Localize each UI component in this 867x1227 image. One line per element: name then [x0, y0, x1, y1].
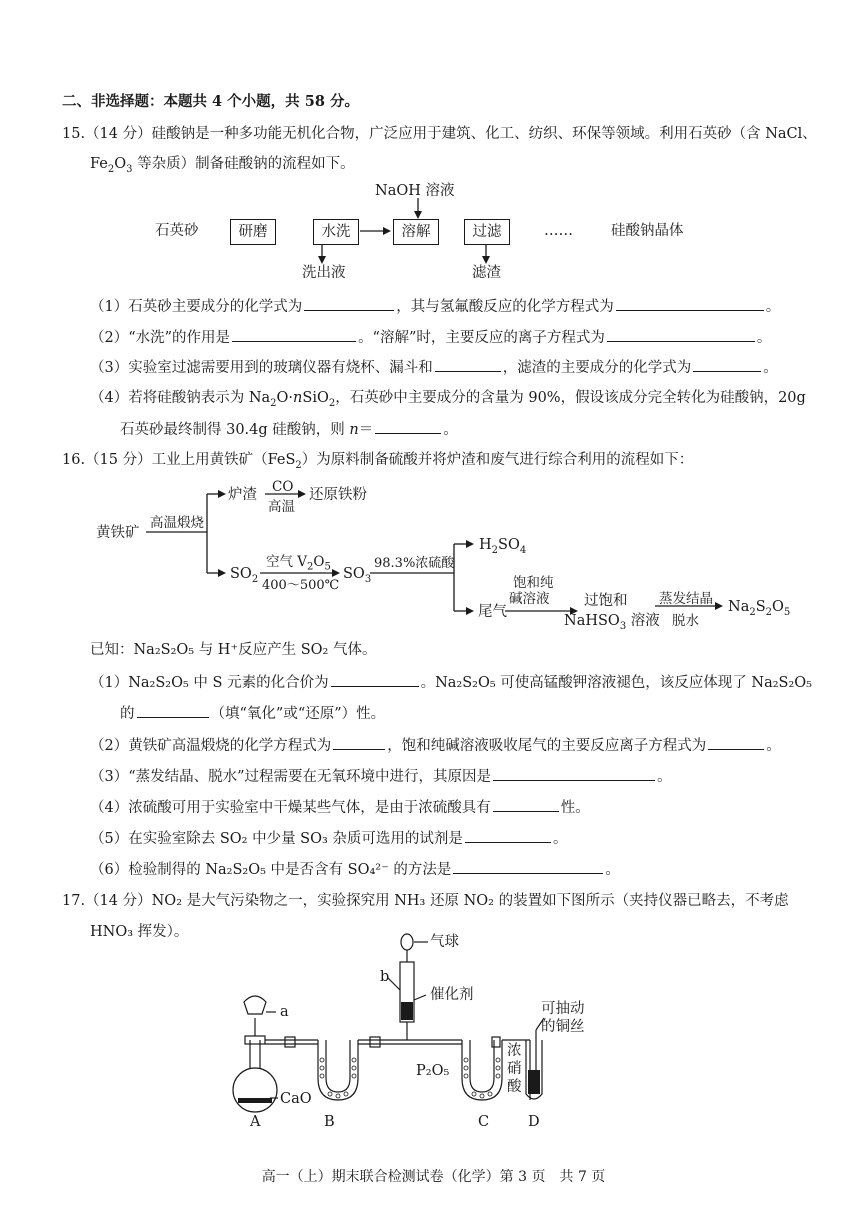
label-conc3: 酸 — [507, 1079, 522, 1095]
q16-part1-line1: （1）Na₂S₂O₅ 中 S 元素的化合价为 。Na₂S₂O₅ 可使高锰酸钾溶液褪色，该反应体现了 Na₂S₂O₅ — [90, 672, 812, 693]
label-copper2: 的铜丝 — [541, 1019, 585, 1035]
flow-dots: …… — [544, 223, 573, 239]
q16-intro: 16.（15 分）工业上用黄铁矿（FeS$_2$）为原料制备硫酸并将炉渣和废气进行综合利用的流程如下： — [62, 452, 694, 471]
label-b: b — [380, 969, 390, 985]
flow-start-label: 石英砂 — [155, 223, 199, 239]
flow-co: CO — [272, 479, 294, 495]
flow-so3: $SO_3$ — [343, 566, 372, 585]
label-conc2: 硝 — [507, 1061, 522, 1077]
label-B: B — [324, 1114, 335, 1130]
flow-acid: 98.3%浓硫酸 — [374, 556, 455, 571]
label-cao: CaO — [280, 1091, 312, 1107]
flow-end-label: 硅酸钠晶体 — [611, 223, 684, 239]
flow-iron: 还原铁粉 — [309, 487, 367, 503]
flow-slag: 炉渣 — [228, 487, 257, 503]
q15-part4-line1: （4）若将硅酸钠表示为 $Na_2O\cdot nSiO_2$，石英砂中主要成分的含量为 90%，假设该成分完全转化为硅酸钠，20g — [90, 390, 806, 409]
flow-out-residue: 滤渣 — [472, 265, 501, 281]
q16-part6: （6）检验制得的 Na₂S₂O₅ 中是否含有 SO₄²⁻ 的方法是 。 — [90, 859, 620, 880]
label-catalyst: 催化剂 — [430, 987, 474, 1003]
flow-hightemp: 高温 — [268, 499, 295, 515]
flow-over1: 过饱和 — [584, 593, 628, 609]
flow-product: $Na_2S_2O_5$ — [728, 599, 791, 618]
page-footer: 高一（上）期末联合检测试卷（化学）第 3 页 共 7 页 — [261, 1169, 606, 1185]
flow-h2so4: $H_2SO_4$ — [479, 537, 527, 556]
q16-known: 已知：Na₂S₂O₅ 与 H⁺反应产生 SO₂ 气体。 — [90, 642, 377, 658]
section-title: 二、非选择题：本题共 4 个小题，共 58 分。 — [62, 93, 359, 110]
label-p2o5: P₂O₅ — [416, 1063, 450, 1079]
flow-sat2: 碱溶液 — [509, 591, 550, 607]
flow-box-wash: 水洗 — [313, 219, 359, 245]
flow-calcine: 高温煅烧 — [150, 515, 204, 531]
flow-tail: 尾气 — [478, 604, 507, 620]
flow-naoh-label: NaOH 溶液 — [375, 183, 455, 199]
q15-part4-line2: 石英砂最终制得 30.4g 硅酸钠，则 n＝ 。 — [120, 419, 458, 440]
q15-part2: （2）“水洗”的作用是 。“溶解”时，主要反应的离子方程式为 。 — [90, 327, 771, 348]
q16-part2: （2）黄铁矿高温煅烧的化学方程式为 ，饱和纯碱溶液吸收尾气的主要反应离子方程式为 。 — [90, 735, 781, 756]
flow-dehyd: 脱水 — [672, 613, 699, 629]
label-balloon: 气球 — [430, 934, 459, 950]
flow-air: 空气 $V_2O_5$ — [266, 554, 331, 573]
q16-part1-line2: 的 （填“氧化”或“还原”）性。 — [120, 703, 385, 724]
q15-intro-line2: $Fe_2O_3$ 等杂质）制备硅酸钠的流程如下。 — [90, 156, 355, 175]
flow-evap: 蒸发结晶 — [659, 591, 713, 607]
flow-out-wash: 洗出液 — [302, 265, 346, 281]
q15-part3: （3）实验室过滤需要用到的玻璃仪器有烧杯、漏斗和 ，滤渣的主要成分的化学式为 。 — [90, 357, 778, 378]
flow-so2: $SO_2$ — [230, 566, 259, 585]
q16-part3: （3）“蒸发结晶、脱水”过程需要在无氧环境中进行，其原因是 。 — [90, 766, 672, 787]
flow-box-grind: 研磨 — [230, 219, 276, 245]
q17-intro-line1: 17.（14 分）NO₂ 是大气污染物之一，实验探究用 NH₃ 还原 NO₂ 的装置如下图所示（夹持仪器已略去，不考虑 — [62, 893, 789, 909]
flow-box-dissolve: 溶解 — [393, 219, 439, 245]
q16-part5: （5）在实验室除去 SO₂ 中少量 SO₃ 杂质可选用的试剂是 。 — [90, 828, 567, 849]
label-a: a — [280, 1004, 289, 1020]
flow-over2: NaHSO$_3$ 溶液 — [564, 613, 660, 632]
label-copper1: 可抽动 — [541, 1001, 585, 1017]
q17-intro-line2: HNO₃ 挥发）。 — [90, 924, 189, 940]
q16-part4: （4）浓硫酸可用于实验室中干燥某些气体，是由于浓硫酸具有 性。 — [90, 797, 590, 818]
label-A: A — [250, 1114, 261, 1130]
q15-part1: （1）石英砂主要成分的化学式为 ，其与氢氟酸反应的化学方程式为 。 — [90, 296, 780, 317]
label-conc1: 浓 — [507, 1043, 522, 1059]
label-D: D — [528, 1114, 540, 1130]
q15-intro-line1: 15.（14 分）硅酸钠是一种多功能无机化合物，广泛应用于建筑、化工、纺织、环保等领域。利用石英砂（含 NaCl、 — [62, 126, 817, 142]
flow-temp: 400～500℃ — [262, 578, 340, 593]
flow-sat1: 饱和纯 — [513, 575, 554, 591]
flow-pyrite: 黄铁矿 — [96, 525, 140, 541]
label-C: C — [478, 1114, 490, 1130]
flow-box-filter: 过滤 — [464, 219, 510, 245]
